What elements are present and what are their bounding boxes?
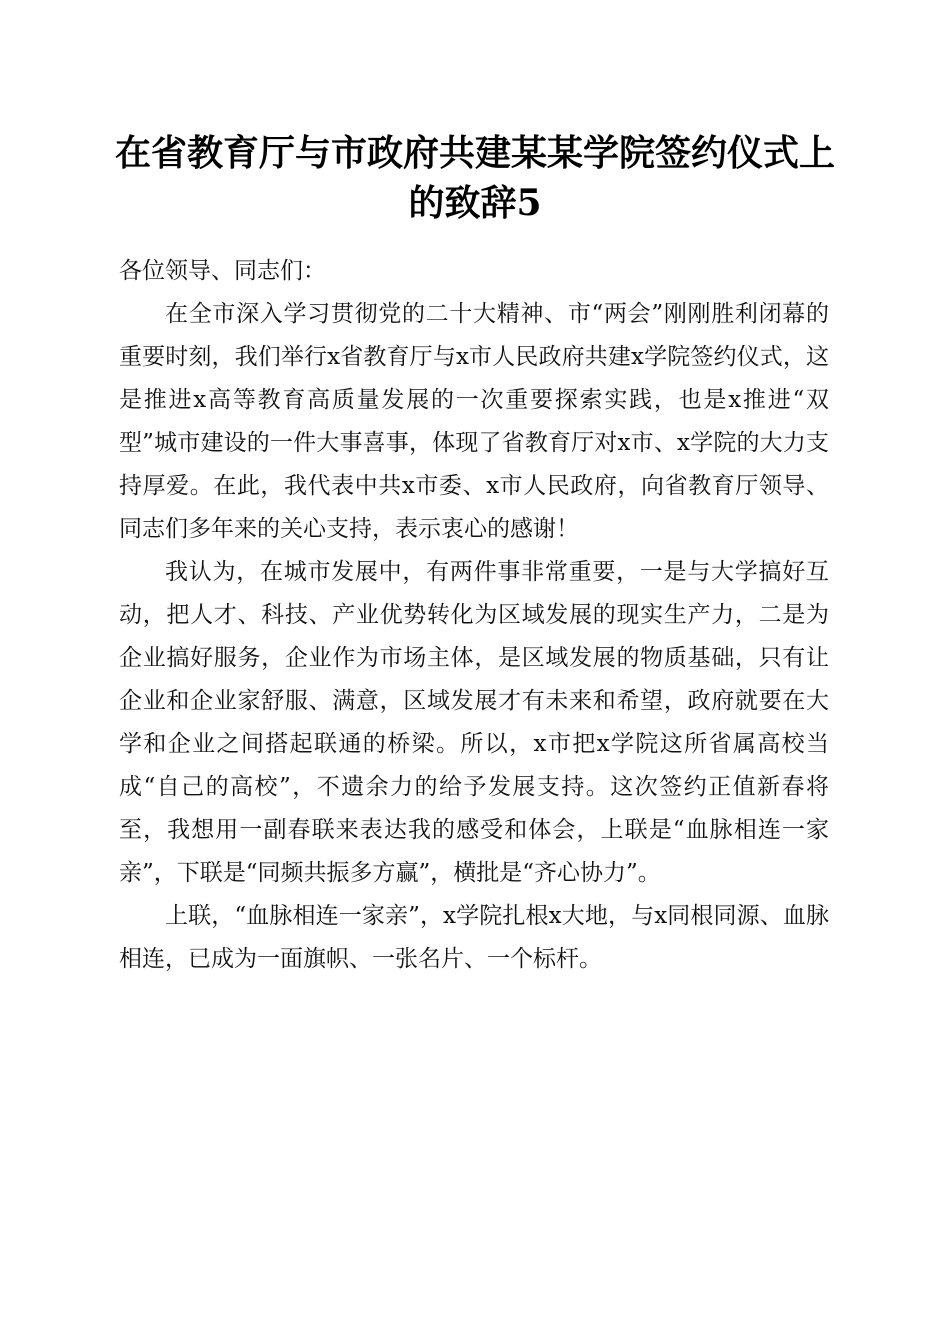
paragraph-1: 在全市深入学习贯彻党的二十大精神、市“两会”刚刚胜利闭幕的重要时刻，我们举行x省教育厅与x市人民政府共建x学院签约仪式，这是推进x高等教育高质量发展的一次重要探索实践，也是x推进“双型”城市建设的一件大事喜事，体现了省教育厅对x市、x学院的大力支持厚爱。在此，我代表中共x市委、x市人民政府，向省教育厅领导、同志们多年来的关心支持，表示衷心的感谢！ <box>119 301 829 542</box>
salutation: 各位领导、同志们： <box>119 258 326 284</box>
paragraph-2: 我认为，在城市发展中，有两件事非常重要，一是与大学搞好互动，把人才、科技、产业优势转化为区域发展的现实生产力，二是为企业搞好服务，企业作为市场主体，是区域发展的物质基础，只有让企业和企业家舒服、满意，区域发展才有未来和希望，政府就要在大学和企业之间搭起联通的桥梁。所以，x市把x学院这所省属高校当成“自己的高校”，不遗余力的给予发展支持。这次签约正值新春将至，我想用一副春联来表达我的感受和体会，上联是“血脉相连一家亲”，下联是“同频共振多方赢”，横批是“齐心协力”。 <box>119 559 829 886</box>
paragraph-3: 上联，“血脉相连一家亲”，x学院扎根x大地，与x同根同源、血脉相连，已成为一面旗帜、一张名片、一个标杆。 <box>119 903 829 972</box>
document-title: 在省教育厅与市政府共建某某学院签约仪式上的致辞5 <box>114 132 835 224</box>
document-body <box>119 250 829 981</box>
